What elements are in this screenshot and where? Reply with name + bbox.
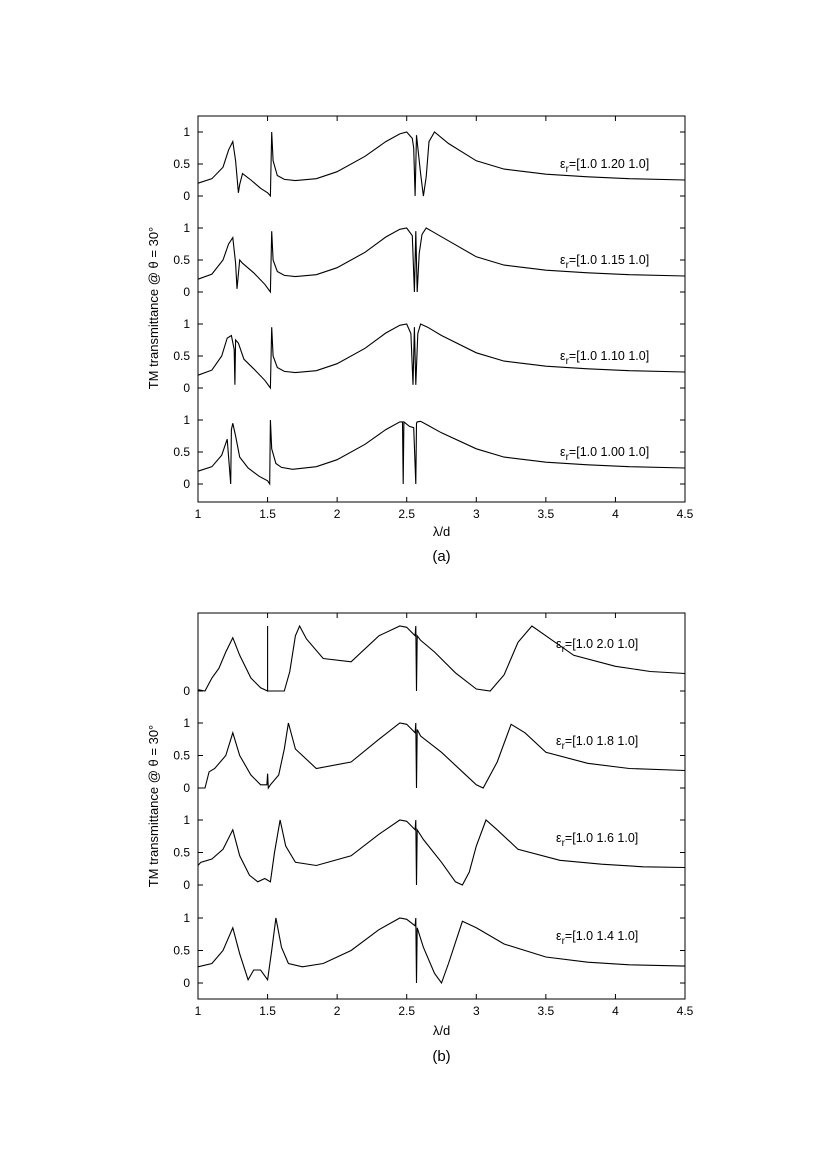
panel-caption: (a) xyxy=(432,548,451,565)
y-tick-label: 0 xyxy=(183,976,190,990)
y-tick-label: 1 xyxy=(183,317,190,331)
x-tick-label: 4 xyxy=(612,507,619,521)
series-label-symbol: ε xyxy=(556,929,562,943)
y-tick-label: 0 xyxy=(183,684,190,698)
x-tick-label: 1.5 xyxy=(259,1004,276,1018)
panel-a xyxy=(146,116,694,565)
x-axis-label: λ/d xyxy=(432,1023,451,1038)
x-tick-label: 3.5 xyxy=(537,507,555,521)
series-label xyxy=(556,637,638,655)
series-label xyxy=(556,831,638,849)
x-axis-label: λ/d xyxy=(432,524,451,539)
series-label xyxy=(556,929,638,947)
series-label-subscript: r xyxy=(561,936,565,947)
x-tick-label: 2.5 xyxy=(398,507,416,521)
x-tick-label: 3 xyxy=(472,507,480,521)
series-label-text: =[1.0 1.20 1.0] xyxy=(568,157,650,171)
y-tick-label: 1 xyxy=(183,125,190,139)
series-label-text: =[1.0 2.0 1.0] xyxy=(564,637,639,651)
y-tick-label: 0 xyxy=(183,381,190,395)
series-label-text: =[1.0 1.4 1.0] xyxy=(564,929,639,943)
x-tick-label: 4.5 xyxy=(676,1004,694,1018)
y-tick-label: 0 xyxy=(183,477,190,491)
series-label xyxy=(560,349,649,367)
y-tick-label: 0 xyxy=(183,781,190,795)
series-label-subscript: r xyxy=(565,164,569,175)
panel-caption: (b) xyxy=(432,1048,451,1065)
x-tick-label: 3.5 xyxy=(537,1004,555,1018)
y-tick-label: 1 xyxy=(183,911,190,925)
series-line xyxy=(198,820,685,885)
x-tick-label: 2 xyxy=(333,1004,341,1018)
y-tick-label: 0 xyxy=(183,189,190,203)
y-tick-label: 1 xyxy=(183,716,190,730)
series-label xyxy=(560,253,649,271)
y-tick-label: 0.5 xyxy=(173,845,190,860)
series-label-symbol: ε xyxy=(560,445,566,459)
x-tick-label: 4 xyxy=(612,1004,619,1018)
y-tick-label: 0 xyxy=(183,285,190,299)
x-tick-label: 3 xyxy=(472,1004,480,1018)
y-tick-label: 1 xyxy=(183,813,190,827)
y-tick-label: 0.5 xyxy=(173,748,190,763)
series-label-subscript: r xyxy=(561,838,565,849)
series-label-subscript: r xyxy=(561,741,565,752)
x-tick-label: 4.5 xyxy=(676,507,694,521)
series-label-text: =[1.0 1.8 1.0] xyxy=(564,734,639,748)
y-tick-label: 0.5 xyxy=(173,943,190,958)
series-label-symbol: ε xyxy=(560,157,566,171)
series-label-symbol: ε xyxy=(556,637,562,651)
series-label-symbol: ε xyxy=(556,831,562,845)
y-tick-label: 1 xyxy=(183,413,190,427)
series-label-text: =[1.0 1.6 1.0] xyxy=(564,831,639,845)
y-tick-label: 0.5 xyxy=(173,253,190,267)
x-tick-label: 1.5 xyxy=(259,507,276,521)
y-tick-label: 0 xyxy=(183,878,190,892)
series-label-subscript: r xyxy=(565,260,569,271)
x-tick-label: 2 xyxy=(333,507,341,521)
y-tick-label: 0.5 xyxy=(173,349,190,363)
series-label xyxy=(560,157,649,175)
series-label-symbol: ε xyxy=(560,253,566,267)
x-tick-label: 2.5 xyxy=(398,1004,416,1018)
series-line xyxy=(198,723,685,788)
series-label-subscript: r xyxy=(561,644,565,655)
x-tick-label: 1 xyxy=(194,507,202,521)
series-label-symbol: ε xyxy=(560,349,566,363)
series-label-text: =[1.0 1.10 1.0] xyxy=(568,349,650,363)
y-tick-label: 0.5 xyxy=(173,445,190,459)
series-label xyxy=(556,734,638,752)
series-label-text: =[1.0 1.00 1.0] xyxy=(568,445,650,459)
series-label-symbol: ε xyxy=(556,734,562,748)
y-axis-label: TM transmittance @ θ = 30° xyxy=(146,724,161,888)
x-tick-label: 1 xyxy=(194,1004,202,1018)
y-axis-label: TM transmittance @ θ = 30° xyxy=(146,226,161,390)
panel-b xyxy=(146,613,694,1065)
series-label-text: =[1.0 1.15 1.0] xyxy=(568,253,650,267)
y-tick-label: 0.5 xyxy=(173,157,190,171)
series-line xyxy=(198,918,685,983)
series-label-subscript: r xyxy=(565,452,569,463)
series-line xyxy=(198,626,685,691)
series-label xyxy=(560,445,649,463)
series-label-subscript: r xyxy=(565,356,569,367)
y-tick-label: 1 xyxy=(183,221,190,235)
